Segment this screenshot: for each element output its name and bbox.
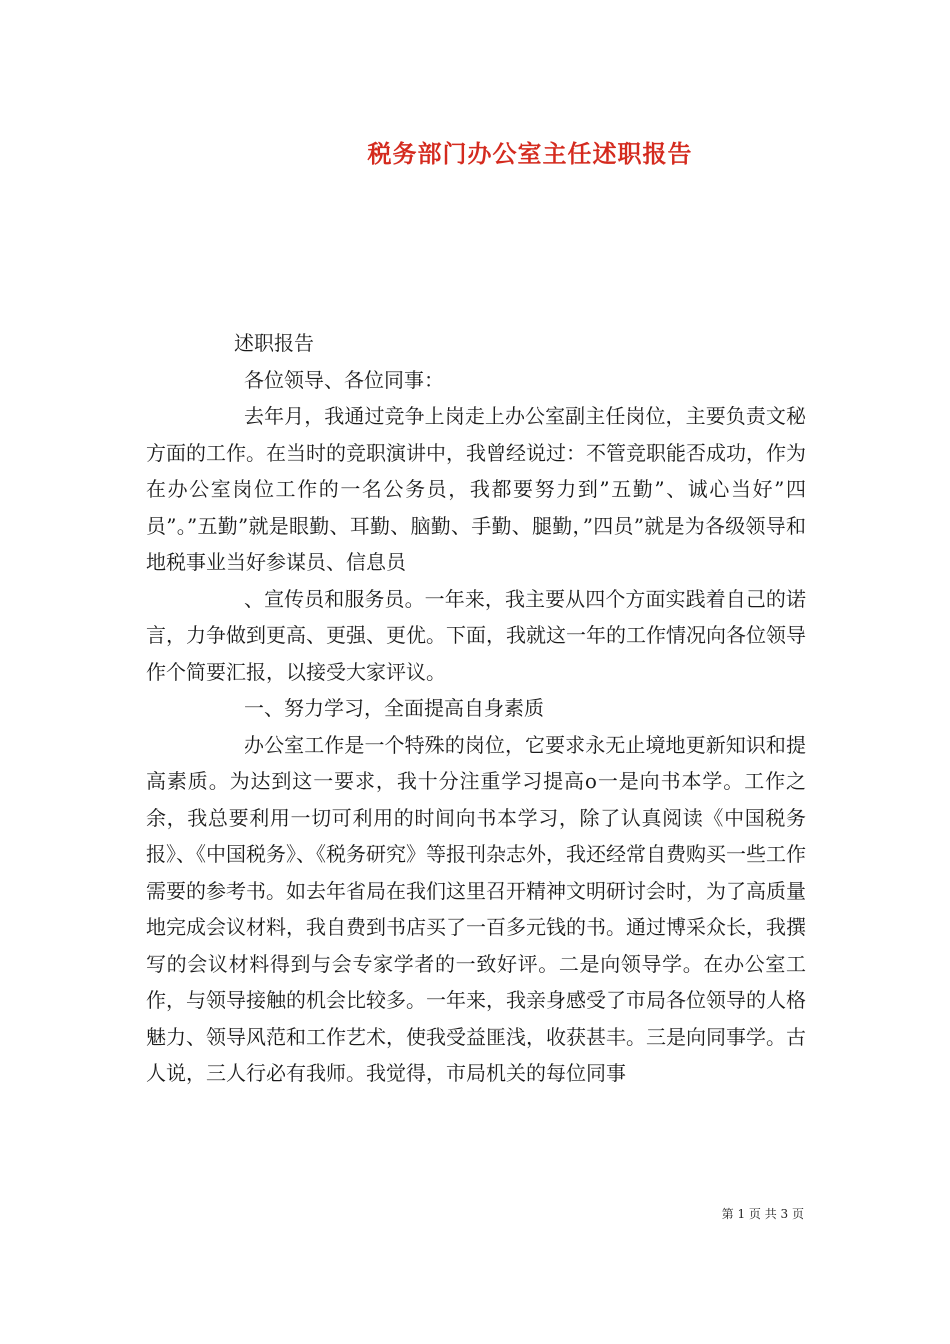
report-subtitle: 述职报告 (234, 331, 314, 355)
page-number: 第 1 页 共 3 页 (721, 1207, 804, 1221)
paragraph-continuation: 、宣传员和服务员。一年来，我主要从四个方面实践着自己的诺言，力争做到更高、更强、更优。下面，我就这一年的工作情况向各位领导作个简要汇报，以接受大家评议。 (146, 586, 806, 684)
document-body (146, 325, 806, 1092)
paragraph-study: 办公室工作是一个特殊的岗位，它要求永无止境地更新知识和提高素质。为达到这一要求，我十分注重学习提高ο一是向书本学。工作之余，我总要利用一切可利用的时间向书本学习，除了认真阅读《中国税务报》、《中国税务》、《税务研究》等报刊杂志外，我还经常自费购买一些工作需要的参考书。如去年省局在我们这里召开精神文明研讨会时，为了高质量地完成会议材料，我自费到书店买了一百多元钱的书。通过博采众长，我撰写的会议材料得到与会专家学者的一致好评。二是向领导学。在办公室工作，与领导接触的机会比较多。一年来，我亲身感受了市局各位领导的人格魅力、领导风范和工作艺术，使我受益匪浅，收获甚丰。三是向同事学。古人说，三人行必有我师。我觉得，市局机关的每位同事 (146, 732, 806, 1085)
document-title: 税务部门办公室主任述职报告 (367, 139, 693, 168)
paragraph-intro: 去年月，我通过竞争上岗走上办公室副主任岗位，主要负责文秘方面的工作。在当时的竞职演讲中，我曾经说过：不管竞职能否成功，作为在办公室岗位工作的一名公务员，我都要努力到”五勤”、诚心当好”四员”。”五勤”就是眼勤、耳勤、脑勤、手勤、腿勤，”四员”就是为各级领导和地税事业当好参谋员、信息员 (146, 404, 806, 574)
section-heading: 一、努力学习，全面提高自身素质 (244, 696, 544, 720)
salutation: 各位领导、各位同事： (244, 367, 444, 392)
